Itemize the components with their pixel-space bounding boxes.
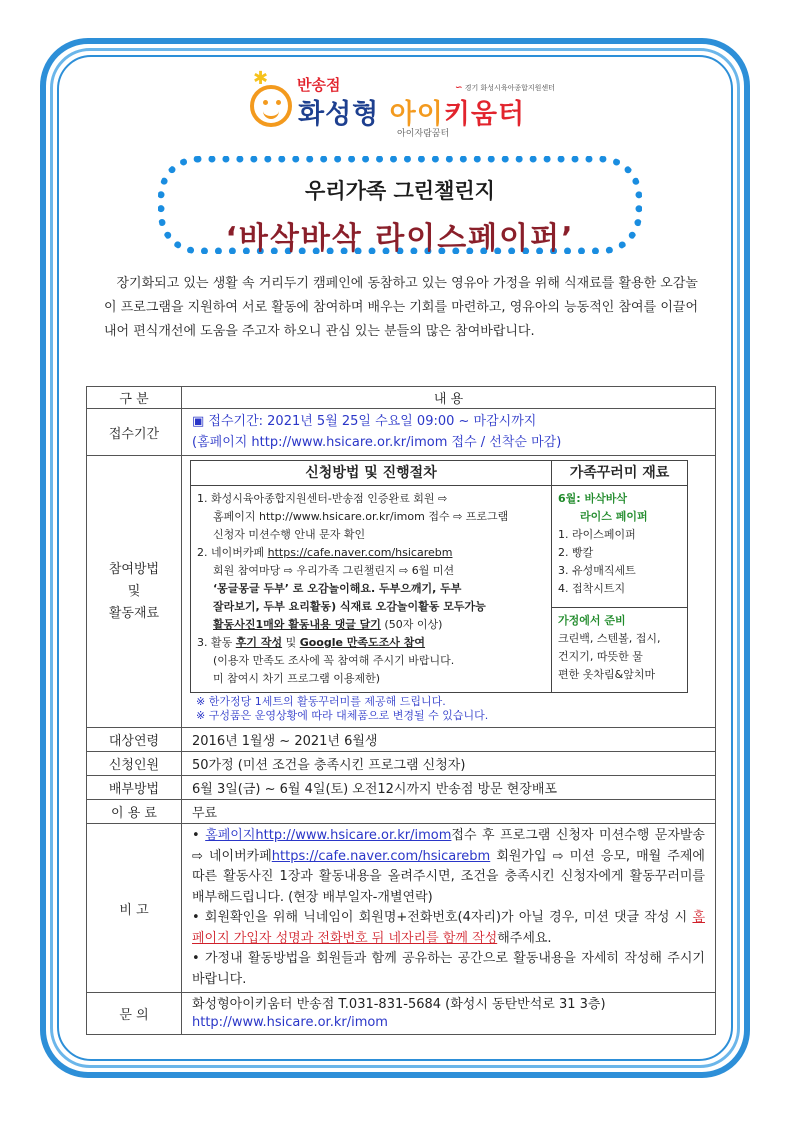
center-logo: ∽ 경기 화성시육아종합지원센터: [455, 83, 555, 93]
distribution-row: [87, 776, 716, 800]
remarks-row: [87, 824, 716, 993]
reception-label: 접수기간: [87, 409, 182, 456]
title-box: [158, 156, 642, 254]
logo-subtitle: 아이자람꿈터: [397, 129, 450, 139]
cafe-link[interactable]: https://cafe.naver.com/hsicarebm: [267, 546, 453, 559]
star-icon: ✱: [253, 68, 269, 89]
kit-items: 6월: 바삭바삭 라이스 페이퍼 1. 라이스페이퍼 2. 빵칼 3. 유성매직세트 4. 접착시트지: [552, 486, 688, 608]
remarks-label: 비 고: [87, 824, 182, 993]
cafe-link-remarks[interactable]: https://cafe.naver.com/hsicarebm: [271, 848, 491, 864]
contact-info: 화성형아이키움터 반송점 T.031-831-5684 (화성시 동탄반석로 31 3층): [192, 996, 606, 1012]
distribution-label: 배부방법: [87, 776, 182, 800]
note-1: ※ 한가정당 1세트의 활동꾸러미를 제공해 드립니다.: [196, 695, 446, 708]
logo-name: 화성형 아이키움터: [298, 99, 526, 130]
age-value: 2016년 1월생 ~ 2021년 6월생: [182, 728, 716, 752]
header-content: 내 용: [182, 387, 716, 409]
homepage-link[interactable]: 홈페이지http://www.hsicare.or.kr/imom: [205, 828, 452, 843]
kit-item: 1. 라이스페이퍼: [558, 528, 636, 541]
kit-item: 2. 빵칼: [558, 546, 594, 559]
info-table: [86, 386, 716, 1035]
contact-row: [87, 993, 716, 1035]
reception-method: (홈페이지 http://www.hsicare.or.kr/imom 접수 / 선착순 마감): [192, 435, 562, 450]
title-line-1: 우리가족 그린챌린지: [305, 179, 495, 203]
age-label: 대상연령: [87, 728, 182, 752]
table-header-row: [87, 387, 716, 409]
reception-period: ▣ 접수기간: 2021년 5월 25일 수요일 09:00 ~ 마감시까지: [192, 414, 537, 429]
method-header: 신청방법 및 진행절차: [191, 461, 552, 486]
header-category: 구 분: [87, 387, 182, 409]
title-line-2: ‘바삭바삭 라이스페이퍼’: [225, 221, 575, 256]
note-2: ※ 구성품은 운영상황에 따라 대체품으로 변경될 수 있습니다.: [196, 709, 489, 722]
method-steps: 1. 화성시육아종합지원센터-반송점 인증완료 회원 ⇨ 홈페이지 http://www.hsicare.or.kr/imom 접수 ⇨ 프로그램 신청자 미션수행 안내 문자 확인 2. 네이버카페 https://cafe.naver.com/hsicarebm 회원 참여마당 ⇨ 우리가족 그린챌린지 ⇨ 6월 미션 ‘몽글몽글 두부’ 로 오감놀이해요. 두부으깨기, 두부 잘라보기, 두부 요리활동) 식재료 오감놀이활동 모두가능 활동사진1매와 활동내용 댓글 달기 (50자 이상) 3. 활동 후기 작성 및 Google 만족도조사 참여 (이용자 만족도 조사에 꼭 참여해 주시기 바랍니다. 미 참여시 차기 프로그램 이용제한): [191, 486, 552, 693]
kit-item: 4. 접착시트지: [558, 582, 626, 595]
capacity-value: 50가정 (미션 조건을 충족시킨 프로그램 신청자): [182, 752, 716, 776]
kit-item: 3. 유성매직세트: [558, 564, 636, 577]
remarks-content: • 홈페이지http://www.hsicare.or.kr/imom접수 후 프로그램 신청자 미션수행 문자발송 ⇨ 네이버카페https://cafe.naver.com/hsicarebm 회원가입 ⇨ 미션 응모, 매월 주제에 따른 활동사진 1장과 활동내용을 올려주시면, 조건을 충족시킨 신청자에게 활동꾸러미를 배부해드립니다. (현장 배부일자-개별연락) • 회원확인을 위해 닉네임이 회원명+전화번호(4자리)가 아닐 경우, 미션 댓글 작성 시 홈페이지 가입자 성명과 전화번호 뒤 네자리를 함께 작성해주세요. • 가정내 활동방법을 회원들과 함께 공유하는 공간으로 활동내용을 자세히 작성해 주시기 바랍니다.: [182, 824, 716, 993]
age-row: [87, 728, 716, 752]
fee-value: 무료: [182, 800, 716, 824]
home-prep: 가정에서 준비 크린백, 스텐볼, 접시, 건지기, 따뜻한 물 편한 옷차림&앞치마: [552, 608, 688, 693]
distribution-value: 6월 3일(금) ~ 6월 4일(토) 오전12시까지 반송점 방문 현장배포: [182, 776, 716, 800]
kit-header: 가족꾸러미 재료: [552, 461, 688, 486]
logo: [250, 68, 555, 140]
contact-label: 문 의: [87, 993, 182, 1035]
intro-paragraph: 장기화되고 있는 생활 속 거리두기 캠페인에 동참하고 있는 영유아 가정을 위해 식재료를 활용한 오감놀이 프로그램을 지원하여 서로 활동에 참여하며 배우는 기회를 마련하고, 영유아의 능동적인 참여를 이끌어내어 편식개선에 도움을 주고자 하오니 관심 있는 분들의 많은 참여바랍니다.: [104, 276, 698, 339]
capacity-label: 신청인원: [87, 752, 182, 776]
participation-inner-table: [190, 460, 688, 693]
contact-link[interactable]: http://www.hsicare.or.kr/imom: [192, 1014, 388, 1030]
smiley-face-icon: [250, 85, 292, 127]
logo-branch: 반송점: [297, 76, 341, 94]
participation-row: [87, 456, 716, 728]
participation-label: 참여방법 및 활동재료: [87, 456, 182, 728]
center-mark-icon: ∽: [455, 83, 463, 93]
fee-label: 이 용 료: [87, 800, 182, 824]
capacity-row: [87, 752, 716, 776]
fee-row: [87, 800, 716, 824]
reception-row: [87, 409, 716, 456]
